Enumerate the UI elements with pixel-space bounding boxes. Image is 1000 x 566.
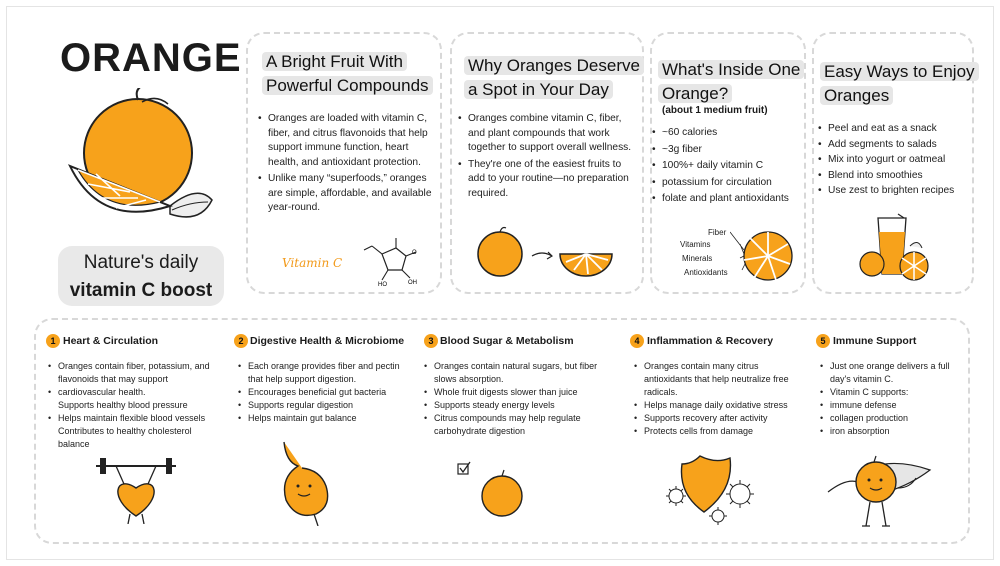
card-why-oranges-list — [458, 112, 638, 203]
list-item: Contributes to healthy cholesterol balance — [58, 426, 192, 449]
orange-hero-icon — [826, 448, 936, 532]
benefit-list-blood-sugar — [424, 360, 604, 438]
list-item: • Oranges contain fiber, potassium, and flavonoids that may support — [48, 360, 220, 386]
diagram-label-minerals: Minerals — [682, 254, 713, 263]
list-item: • 100%+ daily vitamin C — [652, 159, 804, 174]
tagline-line2: vitamin C boost — [69, 280, 213, 301]
benefit-number-badge: 2 — [234, 334, 248, 348]
checkbox-icon — [458, 462, 470, 474]
shield-virus-illustration — [660, 450, 770, 530]
card-easy-ways-title — [820, 60, 979, 108]
list-item: • Blend into smoothies — [818, 169, 972, 184]
shield-icon — [681, 456, 730, 512]
benefit-title-blood-sugar: Blood Sugar & Metabolism — [440, 335, 574, 347]
title-line1: What's Inside One — [658, 60, 804, 79]
list-item: • collagen production — [820, 412, 966, 425]
title-line1: Easy Ways to Enjoy — [820, 62, 979, 81]
benefit-list-immune — [820, 360, 966, 438]
card-bright-fruit-title — [262, 50, 433, 98]
orange-slice-icon — [900, 252, 928, 280]
benefit-number-badge: 1 — [46, 334, 60, 348]
list-item: • Each orange provides fiber and pectin that help support digestion. — [238, 360, 410, 386]
list-item: • Oranges contain natural sugars, but fiber slows absorption. — [424, 360, 604, 386]
list-item: • Vitamin C supports: — [820, 386, 966, 399]
orange-cross-section-diagram — [730, 226, 796, 282]
benefit-title-inflammation: Inflammation & Recovery — [647, 335, 774, 347]
virus-icon — [726, 480, 754, 508]
list-item: • Protects cells from damage — [634, 425, 804, 438]
list-item: • Whole fruit digests slower than juice — [424, 386, 604, 399]
title-line1: A Bright Fruit With — [262, 52, 407, 71]
orange-fruit-icon — [478, 232, 522, 276]
list-item: • Just one orange delivers a full day's vitamin C. — [820, 360, 966, 386]
list-item: Supports healthy blood pressure — [58, 400, 188, 410]
list-item: • immune defense — [820, 399, 966, 412]
molecule-icon — [352, 232, 426, 288]
svg-text:HO: HO — [378, 282, 387, 288]
list-item: • iron absorption — [820, 425, 966, 438]
virus-icon — [666, 486, 686, 506]
benefit-number-badge: 4 — [630, 334, 644, 348]
benefit-list-heart — [48, 360, 220, 451]
orange-fruit-icon — [860, 252, 884, 276]
title-line1: Why Oranges Deserve — [464, 56, 644, 75]
orange-hero-illustration — [60, 88, 220, 238]
card-why-oranges-title — [464, 54, 644, 102]
benefit-number-badge: 5 — [816, 334, 830, 348]
benefit-title-digestive: Digestive Health & Microbiome — [250, 335, 405, 347]
card-whats-inside-list — [652, 126, 804, 207]
diagram-label-fiber: Fiber — [708, 228, 727, 237]
list-item: • Peel and eat as a snack — [818, 122, 972, 137]
orange-slice-icon — [744, 232, 792, 280]
card-bright-fruit-list — [258, 112, 436, 218]
svg-text:OH: OH — [408, 280, 417, 286]
leaf-icon — [910, 242, 922, 248]
list-item: • They're one of the easiest fruits to add to your routine—no preparation required. — [458, 158, 638, 202]
list-item: • Mix into yogurt or oatmeal — [818, 153, 972, 168]
list-item: • Encourages beneficial gut bacteria — [238, 386, 410, 399]
list-item: • Citrus compounds may help regulate carbohydrate digestion — [424, 412, 604, 438]
list-item: • Oranges are loaded with vitamin C, fiber, and citrus flavonoids that help support immune function, heart health, and antioxidant protection. — [258, 112, 436, 170]
benefit-list-digestive — [238, 360, 410, 425]
list-item: • Helps manage daily oxidative stress — [634, 399, 804, 412]
orange-checkbox-illustration — [456, 460, 536, 520]
list-item: • folate and plant antioxidants — [652, 192, 804, 207]
arrow-icon — [532, 252, 552, 259]
list-item: • Supports recovery after activity — [634, 412, 804, 425]
list-item: • Helps maintain gut balance — [238, 412, 410, 425]
title-line2: Oranges — [820, 86, 893, 105]
list-item: • ~60 calories — [652, 126, 804, 141]
list-item: • ~3g fiber — [652, 143, 804, 158]
juice-glass-icon — [858, 212, 938, 286]
list-item: • Unlike many “superfoods,” oranges are simple, affordable, and available year-round. — [258, 172, 436, 216]
benefit-title-heart: Heart & Circulation — [63, 335, 159, 347]
list-item: • Oranges contain many citrus antioxidants that help neutralize free radicals. — [634, 360, 804, 399]
tagline-line1: Nature's daily — [83, 252, 199, 273]
title-line2: Powerful Compounds — [262, 76, 433, 95]
diagram-label-vitamins: Vitamins — [680, 240, 711, 249]
card-easy-ways-list — [818, 122, 972, 199]
stomach-icon — [270, 440, 340, 526]
heart-weights-icon — [94, 454, 178, 524]
benefit-title-immune: Immune Support — [833, 335, 917, 347]
svg-text:O: O — [412, 250, 417, 256]
list-item: • Add segments to salads — [818, 138, 972, 153]
virus-icon — [709, 507, 727, 525]
benefit-number-badge: 3 — [424, 334, 438, 348]
benefit-list-inflammation — [634, 360, 804, 438]
list-item: • cardiovascular health. — [48, 386, 220, 399]
diagram-label-antioxidants: Antioxidants — [684, 268, 728, 277]
title-line2: a Spot in Your Day — [464, 80, 613, 99]
orange-fruit-icon — [482, 476, 522, 516]
orange-slice-icon — [560, 254, 612, 276]
leaf-icon — [170, 193, 212, 217]
vitamin-c-handwriting: Vitamin C — [282, 256, 343, 270]
list-item: • Oranges combine vitamin C, fiber, and plant compounds that work together to support overall wellness. — [458, 112, 638, 156]
title-line2: Orange? — [658, 84, 732, 103]
list-item: • Helps maintain flexible blood vessels — [48, 412, 220, 425]
list-item: • Supports regular digestion — [238, 399, 410, 412]
card-whats-inside-subtitle: (about 1 medium fruit) — [662, 105, 768, 116]
list-item: • Use zest to brighten recipes — [818, 184, 972, 199]
list-item: • Supports steady energy levels — [424, 399, 604, 412]
page-title: ORANGE — [60, 36, 242, 80]
card-whats-inside-title — [658, 58, 804, 106]
list-item: • potassium for circulation — [652, 176, 804, 191]
orange-to-slice-illustration — [474, 226, 620, 282]
